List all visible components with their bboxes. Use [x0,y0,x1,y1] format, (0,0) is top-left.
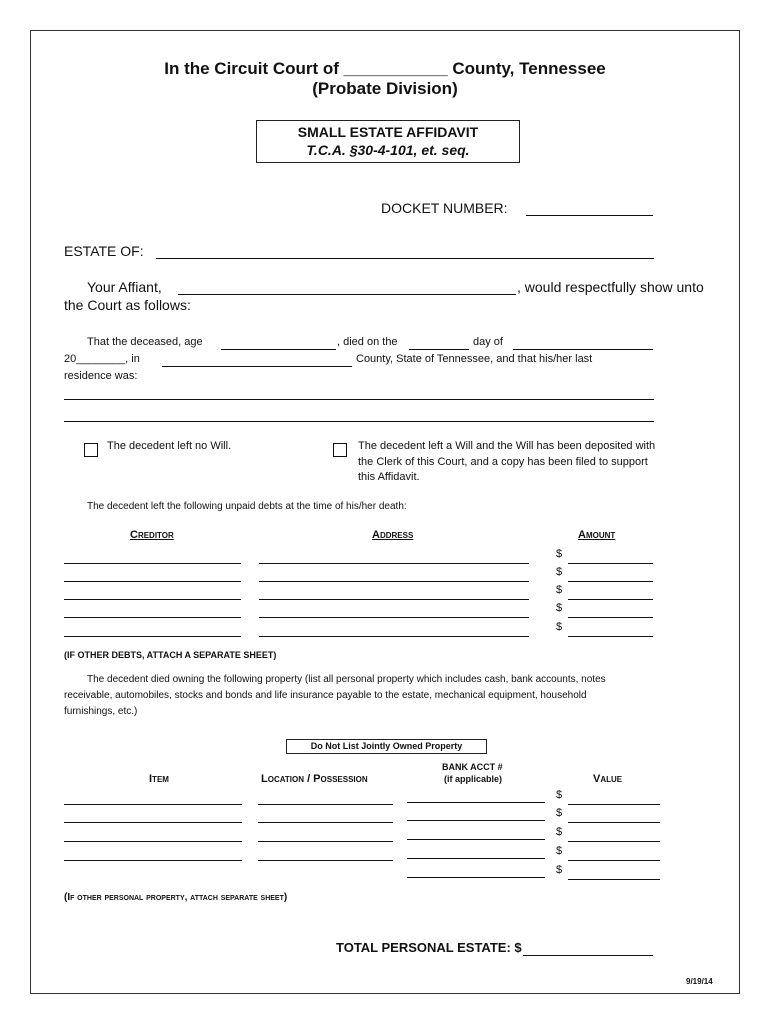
will-deposited-line3: this Affidavit. [358,471,420,483]
address-field[interactable] [259,599,529,600]
bank-acct-column-subheader: (if applicable) [444,774,503,784]
creditor-field[interactable] [64,617,241,618]
amount-field[interactable] [568,636,653,637]
bank-acct-field[interactable] [407,820,545,821]
item-field[interactable] [64,822,242,823]
bank-acct-field[interactable] [407,858,545,859]
other-debts-note: (IF OTHER DEBTS, ATTACH A SEPARATE SHEET) [64,650,277,660]
dollar-sign: $ [556,789,563,801]
bank-acct-column-header: BANK ACCT # [442,762,503,772]
location-column-header: Location / Possession [261,773,368,785]
form-title-box [256,120,520,163]
dollar-sign: $ [556,826,563,838]
creditor-field[interactable] [64,563,241,564]
day-of-label: day of [473,336,503,348]
creditor-field[interactable] [64,636,241,637]
residence-field-2[interactable] [64,421,654,422]
value-field[interactable] [568,804,660,805]
dollar-sign: $ [556,602,563,614]
location-field[interactable] [258,860,393,861]
dollar-sign: $ [556,807,563,819]
jointly-owned-notice-box [286,739,487,754]
item-field[interactable] [64,860,242,861]
death-month-field[interactable] [513,349,653,350]
value-column-header: Value [593,773,623,785]
address-field[interactable] [259,617,529,618]
address-column-header: Address [372,529,414,541]
amount-column-header: Amount [578,529,616,541]
bank-acct-field[interactable] [407,839,545,840]
address-field[interactable] [259,581,529,582]
amount-field[interactable] [568,581,653,582]
estate-name-field[interactable] [156,258,654,259]
death-year-label: 20________, in [64,353,140,365]
estate-label: ESTATE OF: [64,243,144,259]
item-field[interactable] [64,841,242,842]
bank-acct-field[interactable] [407,877,545,878]
property-intro-line3: furnishings, etc.) [64,706,138,717]
no-will-checkbox[interactable] [84,443,98,457]
county-state-label: County, State of Tennessee, and that his/her last [356,353,593,365]
affiant-name-field[interactable] [178,294,516,295]
dollar-sign: $ [556,584,563,596]
creditor-field[interactable] [64,581,241,582]
dollar-sign: $ [556,621,563,633]
amount-field[interactable] [568,563,653,564]
amount-field[interactable] [568,599,653,600]
will-deposited-checkbox[interactable] [333,443,347,457]
will-deposited-line1: The decedent left a Will and the Will has been deposited with [358,440,656,452]
statute-reference: T.C.A. §30-4-101, et. seq. [306,142,470,158]
location-field[interactable] [258,804,393,805]
total-personal-estate-label: TOTAL PERSONAL ESTATE: $ [336,940,522,955]
address-field[interactable] [259,636,529,637]
property-intro-line2: receivable, automobiles, stocks and bonds and life insurance payable to the estate, mechanical equipment, household [64,690,587,701]
died-on-label: , died on the [337,336,398,348]
revision-date: 9/19/14 [686,977,713,986]
bank-acct-field[interactable] [407,802,545,803]
dollar-sign: $ [556,864,563,876]
value-field[interactable] [568,860,660,861]
residence-field-1[interactable] [64,399,654,400]
deceased-age-field[interactable] [221,349,336,350]
will-deposited-line2: the Clerk of this Court, and a copy has been filed to support [358,456,648,468]
docket-label: DOCKET NUMBER: [381,200,508,216]
dollar-sign: $ [556,845,563,857]
dollar-sign: $ [556,548,563,560]
affiant-suffix: , would respectfully show unto [517,279,704,295]
amount-field[interactable] [568,617,653,618]
death-county-field[interactable] [162,366,352,367]
creditor-field[interactable] [64,599,241,600]
dollar-sign: $ [556,566,563,578]
total-personal-estate-field[interactable] [523,955,653,956]
no-will-label: The decedent left no Will. [107,440,232,452]
court-heading: In the Circuit Court of ___________ County, Tennessee [164,59,606,78]
other-property-note: (If other personal property, attach separate sheet) [64,892,288,903]
form-title: SMALL ESTATE AFFIDAVIT [297,124,479,140]
location-field[interactable] [258,822,393,823]
creditor-column-header: Creditor [130,529,174,541]
docket-number-field[interactable] [526,215,653,216]
jointly-owned-notice: Do Not List Jointly Owned Property [310,741,463,751]
item-column-header: Item [149,773,169,785]
form-page [30,30,740,994]
value-field[interactable] [568,841,660,842]
death-day-field[interactable] [409,349,469,350]
item-field[interactable] [64,804,242,805]
property-intro-line1: The decedent died owning the following property (list all personal property which includes cash, bank accounts, notes [87,674,606,685]
debts-intro: The decedent left the following unpaid debts at the time of his/her death: [87,501,407,512]
location-field[interactable] [258,841,393,842]
affiant-prefix: Your Affiant, [87,279,162,295]
affiant-line2: the Court as follows: [64,297,191,313]
value-field[interactable] [568,822,660,823]
deceased-age-label: That the deceased, age [87,336,203,348]
residence-label: residence was: [64,370,138,382]
address-field[interactable] [259,563,529,564]
value-field[interactable] [568,879,660,880]
division-heading: (Probate Division) [312,79,458,98]
